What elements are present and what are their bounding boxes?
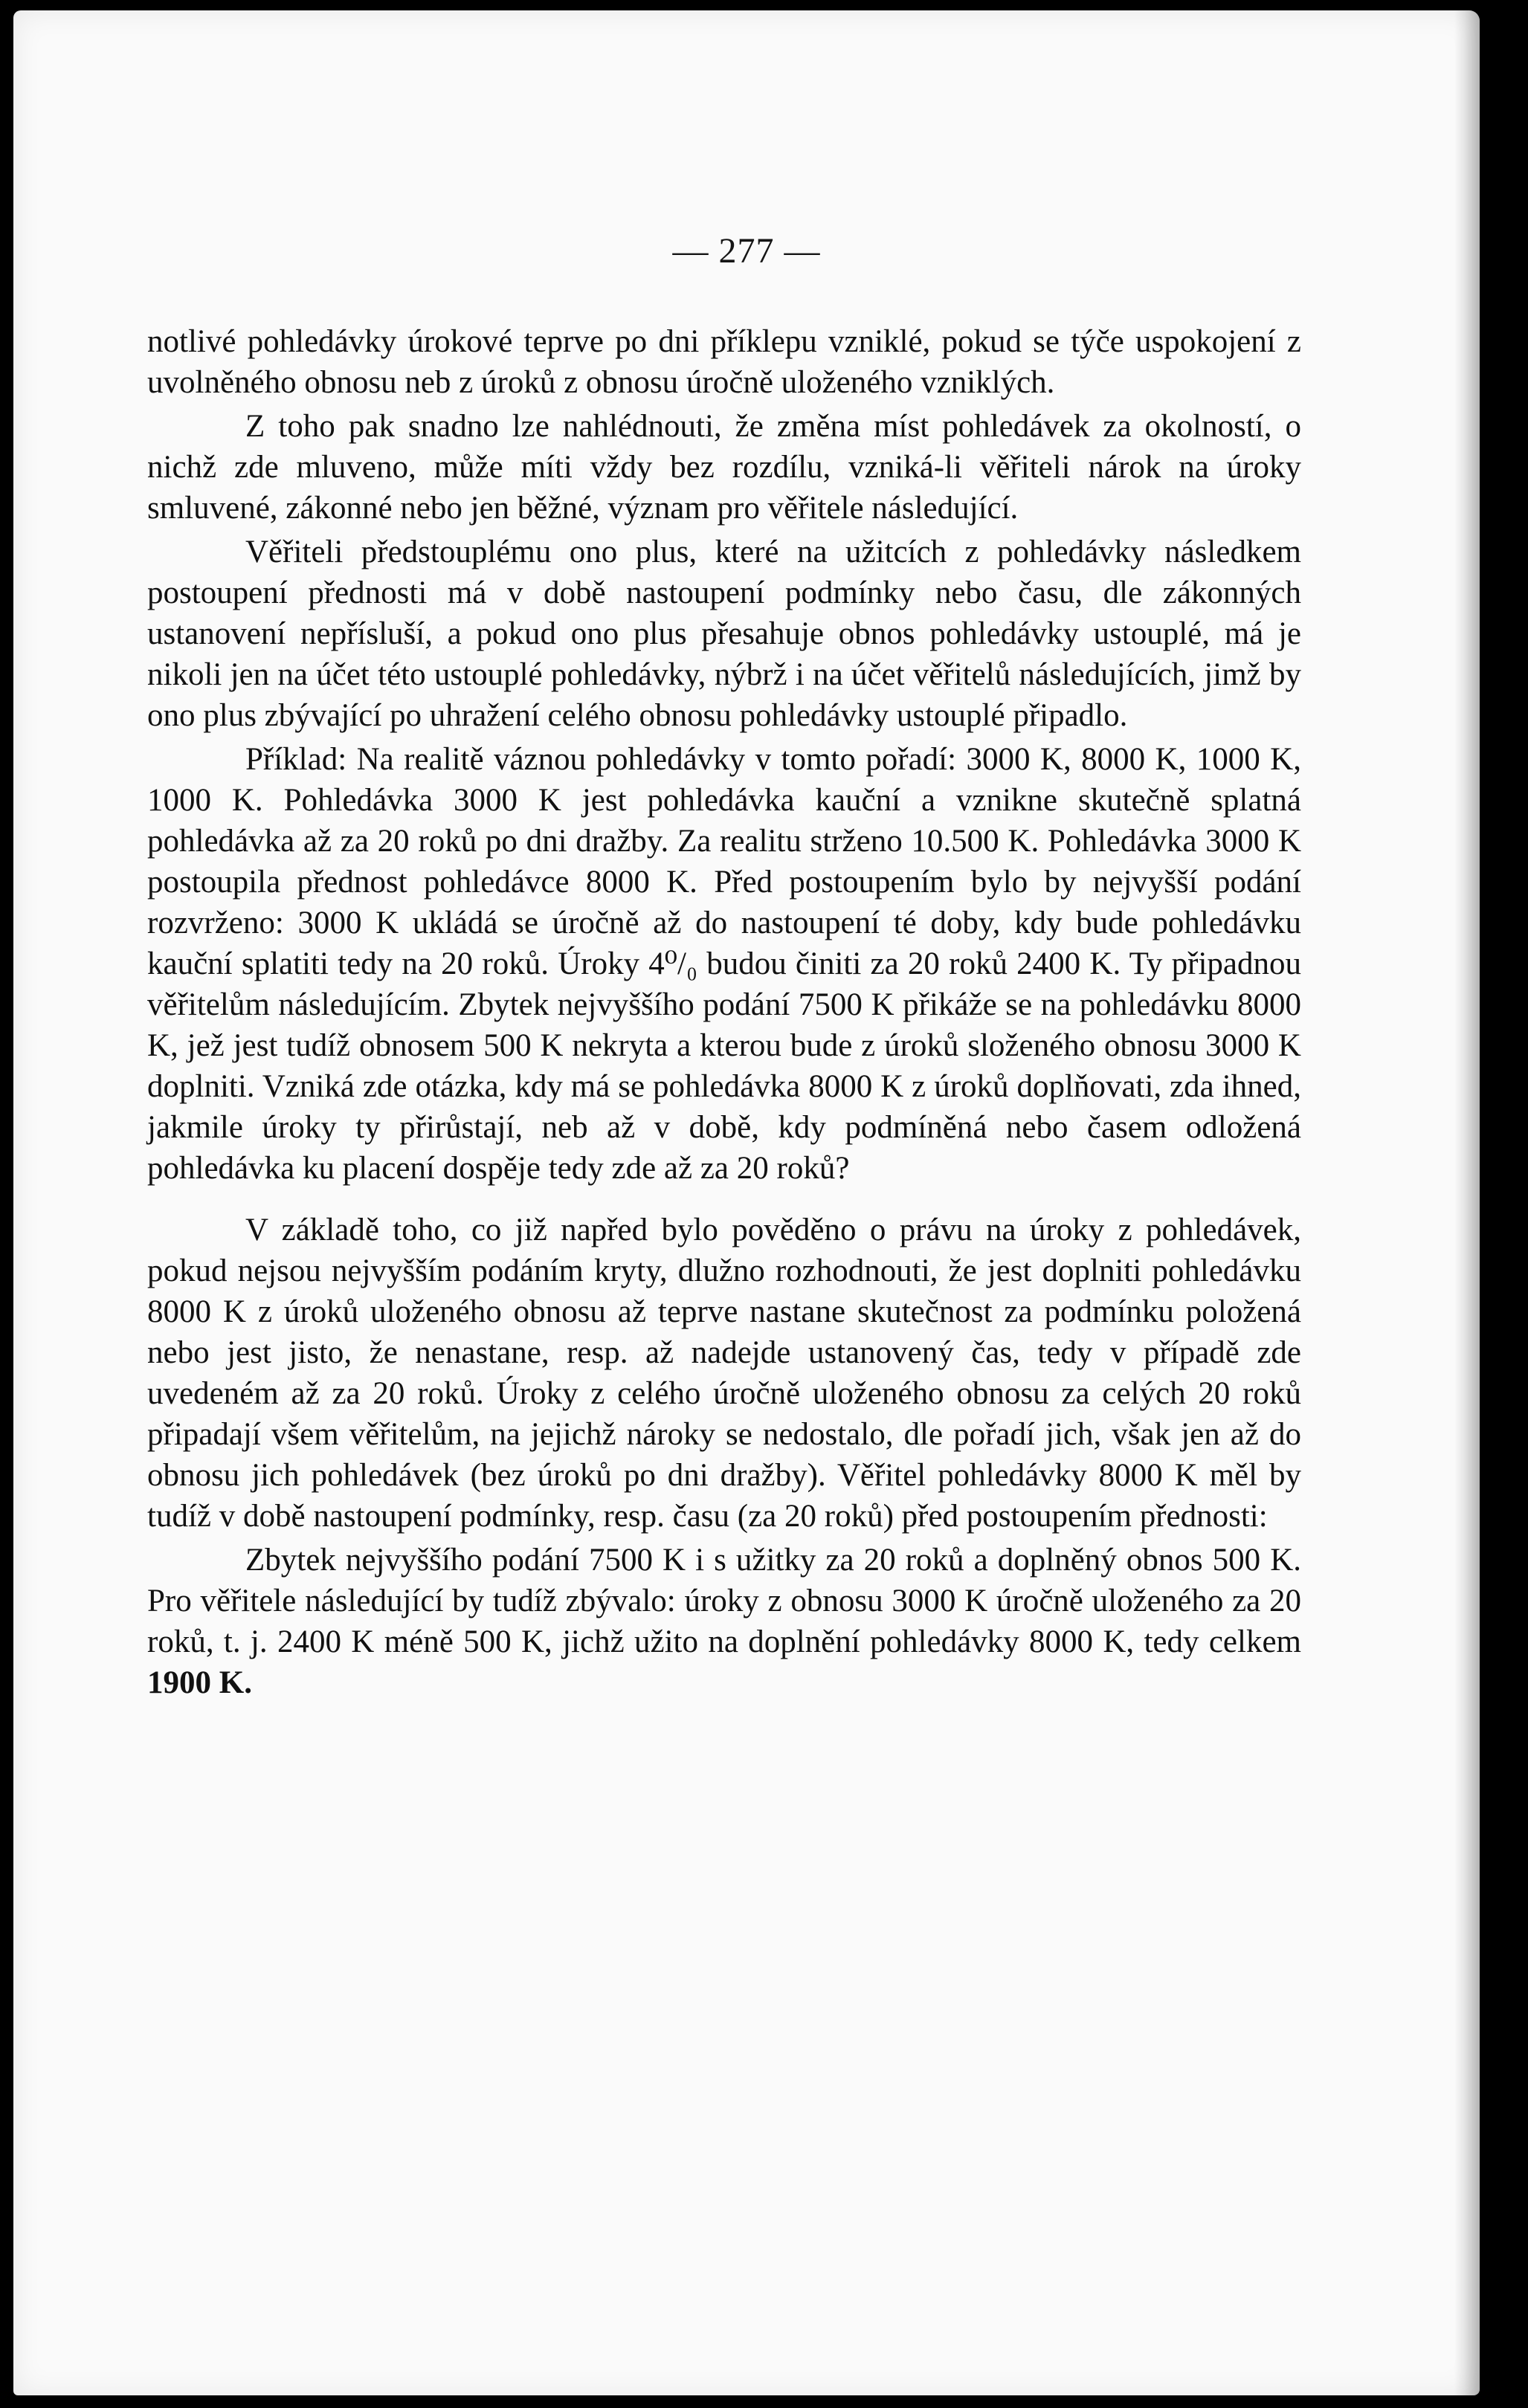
paragraph-6 xyxy=(147,1540,1301,1703)
page-number: — 277 — xyxy=(672,231,821,271)
paragraph-1: notlivé pohledávky úrokové teprve po dni příklepu vzniklé, pokud se týče uspokojení z uvolněného obnosu neb z úroků z obnosu úročně uloženého vzniklých. xyxy=(147,324,1301,400)
total-amount: 1900 K. xyxy=(147,1665,252,1700)
page-edge-shadow xyxy=(1454,10,1480,2395)
body-text xyxy=(147,321,1301,1703)
paragraph-6-text: Zbytek nejvyššího podání 7500 K i s užitky za 20 roků a doplněný obnos 500 K. Pro věřitele následující by tudíž zbývalo: úroky z obnosu 3000 K úročně uloženého za 20 roků, t. j. 2400 K méně 500 K, jichž užito na doplnění pohledávky 8000 K, tedy celkem xyxy=(147,1543,1301,1659)
paragraph-3: Věřiteli předstouplému ono plus, které na užitcích z pohledávky následkem postoupení přednosti má v době nastoupení podmínky nebo času, dle zákonných ustanovení nepřísluší, a pokud ono plus přesahuje obnos pohledávky ustouplé, má je nikoli jen na účet této ustouplé pohledávky, nýbrž i na účet věřitelů následujících, jimž by ono plus zbývající po uhražení celého obnosu pohledávky ustouplé připadlo. xyxy=(147,535,1301,733)
paragraph-2: Z toho pak snadno lze nahlédnouti, že změna míst pohledávek za okolností, o nichž zde mluveno, může míti vždy bez rozdílu, vzniká-li věřiteli nárok na úroky smluvené, zákonné nebo jen běžné, význam pro věřitele následující. xyxy=(147,409,1301,526)
book-page xyxy=(13,10,1480,2395)
paragraph-5: V základě toho, co již napřed bylo pověděno o právu na úroky z pohledávek, pokud nejsou nejvyšším podáním kryty, dlužno rozhodnouti, že jest doplniti pohledávku 8000 K z úroků uloženého obnosu až teprve nastane skutečnost za podmínku položená nebo jest jisto, že nenastane, resp. až nadejde ustanovený čas, tedy v případě zde uvedeném až za 20 roků. Úroky z celého úročně uloženého obnosu za celých 20 roků připadají všem věřitelům, na jejichž nároky se nedostalo, dle pořadí jich, však jen až do obnosu jich pohledávek (bez úroků po dni dražby). Věřitel pohledávky 8000 K měl by tudíž v době nastoupení podmínky, resp. času (za 20 roků) před postoupením přednosti: xyxy=(147,1213,1301,1534)
paragraph-4: Příklad: Na realitě váznou pohledávky v tomto pořadí: 3000 K, 8000 K, 1000 K, 1000 K. Pohledávka 3000 K jest pohledávka kauční a vznikne skutečně splatná pohledávka až za 20 roků po dni dražby. Za realitu strženo 10.500 K. Pohledávka 3000 K postoupila přednost pohledávce 8000 K. Před postoupením bylo by nejvyšší podání rozvrženo: 3000 K ukládá se úročně až do nastoupení té doby, kdy bude pohledávku kauční splatiti tedy na 20 roků. Úroky 4⁰/₀ budou činiti za 20 roků 2400 K. Ty připadnou věřitelům následujícím. Zbytek nejvyššího podání 7500 K přikáže se na pohledávku 8000 K, jež jest tudíž obnosem 500 K nekryta a kterou bude z úroků složeného obnosu 3000 K doplniti. Vzniká zde otázka, kdy má se pohledávka 8000 K z úroků doplňovati, zda ihned, jakmile úroky ty přirůstají, neb až v době, kdy podmíněná nebo časem odložená pohledávka ku placení dospěje tedy zde až za 20 roků? xyxy=(147,742,1301,1186)
